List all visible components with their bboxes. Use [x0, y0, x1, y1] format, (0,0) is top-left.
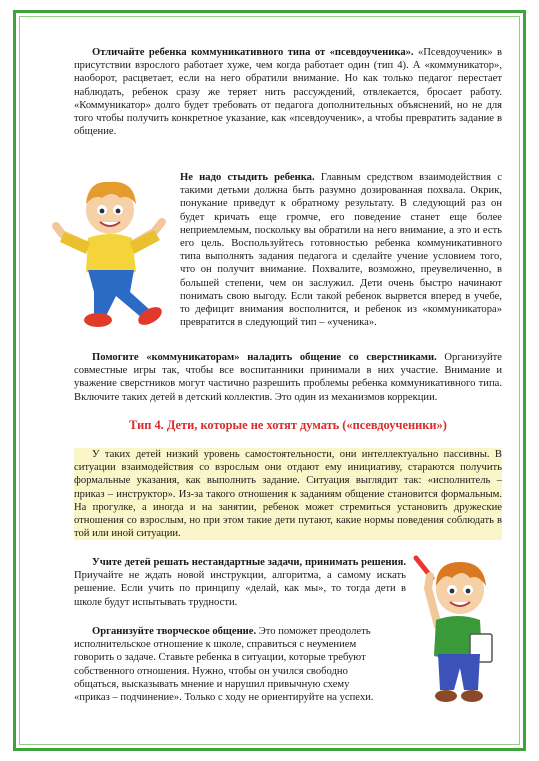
paragraph-text: Это поможет преодолеть исполнительское отношение к школе, справиться с неумением говорить о задаче. Ставьте ребенка в ситуации, которые требуют собственного отношения. Нужно, чтобы он учился свободно общаться, высказывать мнение и нарушил привычную схему «приказ – подчинение». Только с ходу не ориентируйте на успехи. [74, 626, 374, 704]
paragraph-lead: Отличайте ребенка коммуникативного типа от «псевдоученика». [92, 47, 414, 58]
paragraph-text: У таких детей низкий уровень самостоятельности, они интеллектуально пассивны. В ситуации взаимодействия со взрослым они отдают ему инициативу, стараются получить формальные указания, как выполнить задание. Ситуация выглядит так: «исполнитель – приказ – инструктор». Из-за такого отношения к заданиям общение становится формальным. На прогулке, а иногда и на занятии, ребенок может стремиться установить дружеские отношения со взрослым, но при этом такие дети путают, какие нормы поведения соблюдать в той или иной ситуации. [74, 449, 502, 540]
paragraph-creative-communication [74, 625, 374, 704]
paragraph-text: «Псевдоученик» в присутствии взрослого работает хуже, чем когда работает один (тип 4). А «коммуникатор», наоборот, расцветает, если на него обратили внимание. Но как только педагог перестает наблюдать, ребенок сразу же теряет нить рассуждений, отвлекается, бросает работу. «Коммуникатор» долго будет требовать от педагога дополнительных объяснений, но не для того чтобы получить конкретное указание, как «псевдоученик», а чтобы превратить задание в общение. [74, 47, 502, 138]
paragraph-nonstandard-tasks [74, 556, 406, 609]
paragraph-peer-communication [74, 351, 502, 404]
paragraph-lead: Учите детей решать нестандартные задачи, принимать решения. [92, 557, 406, 568]
paragraph-communicator-vs-pseudo [74, 46, 502, 138]
paragraph-dont-shame [180, 171, 502, 329]
cartoon-boy-dancing [50, 168, 172, 338]
paragraph-text: Приучайте не ждать новой инструкции, алгоритма, а самому искать решение. Если учить по принципу «делай, как мы», то тогда дети в школе будут испытывать трудности. [74, 570, 406, 608]
paragraph-text: Организуйте совместные игры так, чтобы все воспитанники принимали в них участие. Внимание и уважение сверстников могут частично разрешить проблемы ребенка коммуникативного типа. Включите таких детей в детский коллектив. Это один из механизмов коррекции. [74, 352, 502, 403]
paragraph-pseudo-students [74, 448, 502, 540]
section-heading: Тип 4. Дети, которые не хотят думать («псевдоученики») [129, 418, 447, 432]
paragraph-lead: Не надо стыдить ребенка. [180, 172, 315, 183]
paragraph-lead: Организуйте творческое общение. [92, 626, 257, 637]
paragraph-lead: Помогите «коммуникаторам» наладить общение со сверстниками. [92, 352, 437, 363]
cartoon-boy-with-pencil [408, 548, 506, 708]
paragraph-text: Главным средством взаимодействия с такими детьми должна быть разумно дозированная похвала. Окрик, понукание приведут к обратному результату. В следующий раз он будет кричать еще громче, его поведение станет еще более неприемлемым, поскольку вы обратили на него внимание, а это и есть его цель. Воспользуйтесь готовностью ребенка коммуникативного типа выполнять задания педагога и сделайте учение условием того, что он получит внимание. Похвалите, возможно, преувеличенно, в большей степени, чем он заслужил. Дети очень быстро начинают понимать свою выгоду. Если такой ребенок вырвется вперед в учебе, то дефицит внимания восполнится, и ребенок из «коммуникатора» превратится в следующий тип – «ученика». [180, 172, 502, 329]
